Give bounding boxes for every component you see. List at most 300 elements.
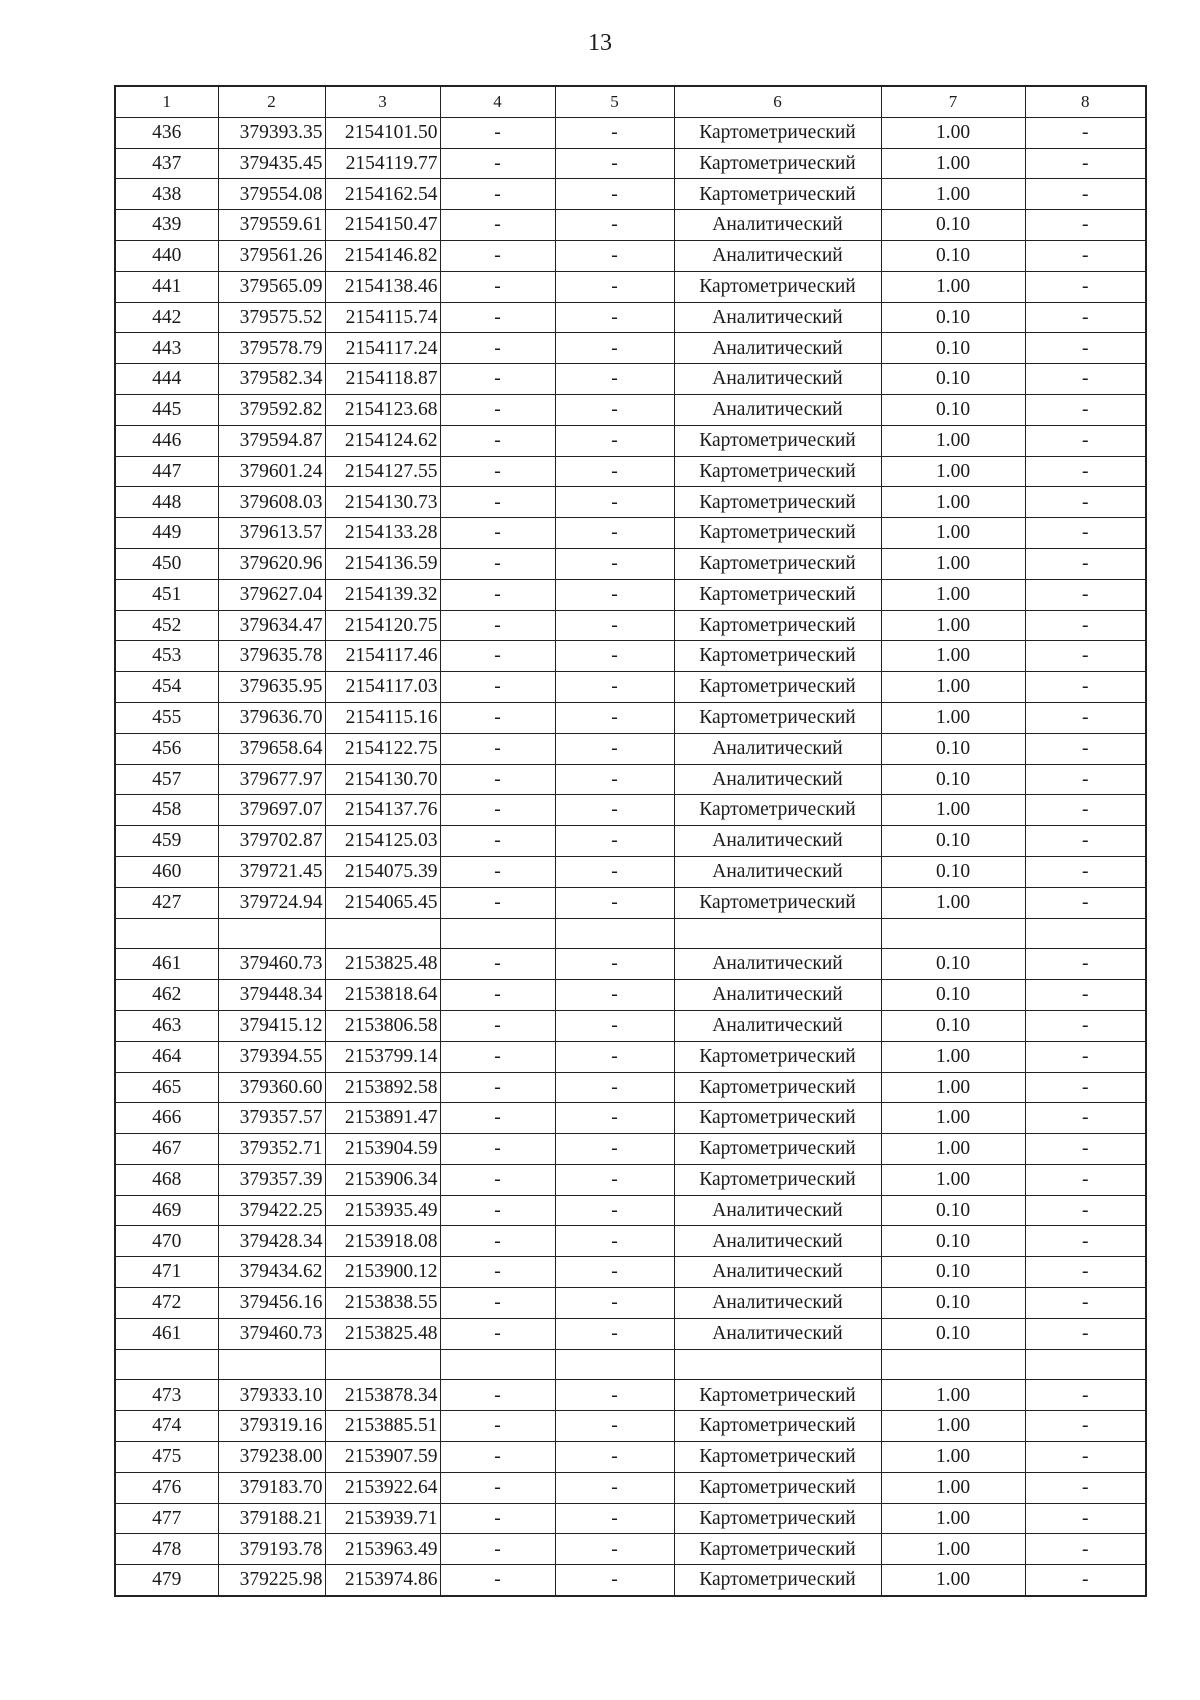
col4-cell: - xyxy=(440,949,555,980)
accuracy-cell: 1.00 xyxy=(881,672,1025,703)
x-coordinate-cell: 379193.78 xyxy=(218,1534,325,1565)
accuracy-cell: 1.00 xyxy=(881,548,1025,579)
table-row xyxy=(115,1411,1146,1442)
table-row xyxy=(115,240,1146,271)
accuracy-cell: 0.10 xyxy=(881,394,1025,425)
col8-cell: - xyxy=(1025,795,1146,826)
x-coordinate-cell: 379352.71 xyxy=(218,1134,325,1165)
table-row xyxy=(115,1103,1146,1134)
table-row xyxy=(115,302,1146,333)
accuracy-cell: 1.00 xyxy=(881,487,1025,518)
point-number-cell: 466 xyxy=(115,1103,218,1134)
accuracy-cell: 1.00 xyxy=(881,702,1025,733)
accuracy-cell: 0.10 xyxy=(881,949,1025,980)
y-coordinate-cell: 2154065.45 xyxy=(325,887,440,918)
method-cell: Аналитический xyxy=(674,1195,881,1226)
col5-cell: - xyxy=(555,856,674,887)
accuracy-cell: 1.00 xyxy=(881,1442,1025,1473)
y-coordinate-cell: 2153906.34 xyxy=(325,1164,440,1195)
col8-cell: - xyxy=(1025,333,1146,364)
col4-cell: - xyxy=(440,1380,555,1411)
table-row xyxy=(115,425,1146,456)
table-row xyxy=(115,1442,1146,1473)
col4-cell: - xyxy=(440,1195,555,1226)
y-coordinate-cell: 2154125.03 xyxy=(325,826,440,857)
point-number-cell: 479 xyxy=(115,1565,218,1596)
x-coordinate-cell: 379635.95 xyxy=(218,672,325,703)
method-cell: Аналитический xyxy=(674,733,881,764)
accuracy-cell: 1.00 xyxy=(881,887,1025,918)
col5-cell: - xyxy=(555,1411,674,1442)
y-coordinate-cell: 2154124.62 xyxy=(325,425,440,456)
method-cell: Картометрический xyxy=(674,579,881,610)
accuracy-cell: 0.10 xyxy=(881,856,1025,887)
page-number: 13 xyxy=(588,30,612,56)
col8-cell: - xyxy=(1025,1442,1146,1473)
table-row xyxy=(115,1472,1146,1503)
col8-cell: - xyxy=(1025,1041,1146,1072)
method-cell: Картометрический xyxy=(674,1380,881,1411)
header-cell: 3 xyxy=(325,86,440,117)
table-row xyxy=(115,672,1146,703)
accuracy-cell: 0.10 xyxy=(881,764,1025,795)
point-number-cell: 475 xyxy=(115,1442,218,1473)
table-row xyxy=(115,887,1146,918)
y-coordinate-cell: 2153918.08 xyxy=(325,1226,440,1257)
method-cell: Аналитический xyxy=(674,764,881,795)
col8-cell: - xyxy=(1025,1195,1146,1226)
col4-cell: - xyxy=(440,856,555,887)
x-coordinate-cell: 379702.87 xyxy=(218,826,325,857)
y-coordinate-cell: 2154119.77 xyxy=(325,148,440,179)
method-cell: Картометрический xyxy=(674,1164,881,1195)
table-row xyxy=(115,1164,1146,1195)
x-coordinate-cell: 379357.57 xyxy=(218,1103,325,1134)
coordinates-table-container xyxy=(114,85,1145,1597)
table-row xyxy=(115,826,1146,857)
col8-cell: - xyxy=(1025,1318,1146,1349)
table-row xyxy=(115,333,1146,364)
col4-cell: - xyxy=(440,117,555,148)
col8-cell: - xyxy=(1025,1534,1146,1565)
col8-cell: - xyxy=(1025,1164,1146,1195)
method-cell: Аналитический xyxy=(674,394,881,425)
y-coordinate-cell: 2153825.48 xyxy=(325,949,440,980)
col4-cell: - xyxy=(440,887,555,918)
accuracy-cell: 1.00 xyxy=(881,179,1025,210)
col8-cell xyxy=(1025,1349,1146,1380)
point-number-cell: 444 xyxy=(115,364,218,395)
table-body xyxy=(115,117,1146,1596)
table-row xyxy=(115,1041,1146,1072)
accuracy-cell: 1.00 xyxy=(881,518,1025,549)
col4-cell: - xyxy=(440,364,555,395)
accuracy-cell: 1.00 xyxy=(881,1380,1025,1411)
col4-cell: - xyxy=(440,1010,555,1041)
y-coordinate-cell: 2153838.55 xyxy=(325,1288,440,1319)
y-coordinate-cell: 2154117.24 xyxy=(325,333,440,364)
accuracy-cell: 1.00 xyxy=(881,1072,1025,1103)
x-coordinate-cell: 379319.16 xyxy=(218,1411,325,1442)
y-coordinate-cell: 2154117.03 xyxy=(325,672,440,703)
col4-cell: - xyxy=(440,1134,555,1165)
x-coordinate-cell: 379582.34 xyxy=(218,364,325,395)
point-number-cell: 460 xyxy=(115,856,218,887)
x-coordinate-cell: 379594.87 xyxy=(218,425,325,456)
y-coordinate-cell: 2154075.39 xyxy=(325,856,440,887)
col5-cell: - xyxy=(555,518,674,549)
y-coordinate-cell: 2154133.28 xyxy=(325,518,440,549)
col5-cell: - xyxy=(555,641,674,672)
col5-cell: - xyxy=(555,1072,674,1103)
table-row xyxy=(115,949,1146,980)
y-coordinate-cell xyxy=(325,1349,440,1380)
col8-cell: - xyxy=(1025,487,1146,518)
point-number-cell: 467 xyxy=(115,1134,218,1165)
y-coordinate-cell: 2154122.75 xyxy=(325,733,440,764)
col4-cell: - xyxy=(440,456,555,487)
x-coordinate-cell: 379188.21 xyxy=(218,1503,325,1534)
x-coordinate-cell: 379422.25 xyxy=(218,1195,325,1226)
point-number-cell xyxy=(115,1349,218,1380)
col4-cell: - xyxy=(440,610,555,641)
col8-cell: - xyxy=(1025,1226,1146,1257)
col4-cell: - xyxy=(440,1472,555,1503)
point-number-cell: 471 xyxy=(115,1257,218,1288)
y-coordinate-cell: 2154118.87 xyxy=(325,364,440,395)
x-coordinate-cell: 379578.79 xyxy=(218,333,325,364)
table-row xyxy=(115,1565,1146,1596)
accuracy-cell: 0.10 xyxy=(881,302,1025,333)
col4-cell: - xyxy=(440,1041,555,1072)
header-cell: 7 xyxy=(881,86,1025,117)
col4-cell: - xyxy=(440,579,555,610)
col5-cell: - xyxy=(555,1565,674,1596)
accuracy-cell: 1.00 xyxy=(881,1041,1025,1072)
table-row xyxy=(115,1134,1146,1165)
col8-cell: - xyxy=(1025,1072,1146,1103)
col4-cell: - xyxy=(440,1257,555,1288)
col5-cell: - xyxy=(555,1164,674,1195)
y-coordinate-cell: 2154115.74 xyxy=(325,302,440,333)
table-row xyxy=(115,579,1146,610)
table-row xyxy=(115,548,1146,579)
method-cell: Картометрический xyxy=(674,795,881,826)
col5-cell: - xyxy=(555,702,674,733)
x-coordinate-cell: 379635.78 xyxy=(218,641,325,672)
table-row xyxy=(115,271,1146,302)
method-cell: Аналитический xyxy=(674,1318,881,1349)
col4-cell: - xyxy=(440,1226,555,1257)
col4-cell: - xyxy=(440,1411,555,1442)
method-cell: Аналитический xyxy=(674,302,881,333)
col5-cell: - xyxy=(555,1103,674,1134)
point-number-cell: 474 xyxy=(115,1411,218,1442)
x-coordinate-cell: 379415.12 xyxy=(218,1010,325,1041)
col5-cell: - xyxy=(555,456,674,487)
x-coordinate-cell: 379238.00 xyxy=(218,1442,325,1473)
x-coordinate-cell: 379627.04 xyxy=(218,579,325,610)
x-coordinate-cell: 379460.73 xyxy=(218,1318,325,1349)
x-coordinate-cell: 379456.16 xyxy=(218,1288,325,1319)
method-cell: Картометрический xyxy=(674,1534,881,1565)
col8-cell: - xyxy=(1025,117,1146,148)
col5-cell: - xyxy=(555,887,674,918)
col4-cell xyxy=(440,918,555,949)
point-number-cell: 477 xyxy=(115,1503,218,1534)
table-row xyxy=(115,210,1146,241)
x-coordinate-cell: 379554.08 xyxy=(218,179,325,210)
col4-cell: - xyxy=(440,302,555,333)
table-row xyxy=(115,518,1146,549)
accuracy-cell: 1.00 xyxy=(881,456,1025,487)
accuracy-cell xyxy=(881,918,1025,949)
table-row xyxy=(115,1380,1146,1411)
method-cell: Аналитический xyxy=(674,856,881,887)
accuracy-cell: 1.00 xyxy=(881,1411,1025,1442)
table-row xyxy=(115,1195,1146,1226)
point-number-cell: 473 xyxy=(115,1380,218,1411)
point-number-cell: 468 xyxy=(115,1164,218,1195)
y-coordinate-cell: 2154138.46 xyxy=(325,271,440,302)
method-cell: Картометрический xyxy=(674,672,881,703)
method-cell: Картометрический xyxy=(674,487,881,518)
method-cell: Аналитический xyxy=(674,1226,881,1257)
point-number-cell: 449 xyxy=(115,518,218,549)
col4-cell: - xyxy=(440,1565,555,1596)
x-coordinate-cell: 379677.97 xyxy=(218,764,325,795)
col5-cell: - xyxy=(555,795,674,826)
y-coordinate-cell: 2153974.86 xyxy=(325,1565,440,1596)
col8-cell: - xyxy=(1025,394,1146,425)
x-coordinate-cell xyxy=(218,918,325,949)
method-cell xyxy=(674,918,881,949)
point-number-cell: 445 xyxy=(115,394,218,425)
header-cell: 4 xyxy=(440,86,555,117)
col4-cell: - xyxy=(440,795,555,826)
table-row xyxy=(115,1288,1146,1319)
point-number-cell: 447 xyxy=(115,456,218,487)
point-number-cell: 438 xyxy=(115,179,218,210)
x-coordinate-cell: 379357.39 xyxy=(218,1164,325,1195)
x-coordinate-cell: 379658.64 xyxy=(218,733,325,764)
point-number-cell: 462 xyxy=(115,980,218,1011)
method-cell: Картометрический xyxy=(674,610,881,641)
x-coordinate-cell: 379460.73 xyxy=(218,949,325,980)
col8-cell: - xyxy=(1025,240,1146,271)
col4-cell: - xyxy=(440,1534,555,1565)
x-coordinate-cell: 379636.70 xyxy=(218,702,325,733)
method-cell: Картометрический xyxy=(674,148,881,179)
x-coordinate-cell: 379559.61 xyxy=(218,210,325,241)
table-row xyxy=(115,179,1146,210)
method-cell: Аналитический xyxy=(674,1010,881,1041)
x-coordinate-cell: 379225.98 xyxy=(218,1565,325,1596)
y-coordinate-cell: 2154162.54 xyxy=(325,179,440,210)
x-coordinate-cell: 379601.24 xyxy=(218,456,325,487)
col5-cell: - xyxy=(555,1503,674,1534)
accuracy-cell: 1.00 xyxy=(881,1164,1025,1195)
x-coordinate-cell: 379608.03 xyxy=(218,487,325,518)
x-coordinate-cell: 379592.82 xyxy=(218,394,325,425)
method-cell: Картометрический xyxy=(674,1134,881,1165)
col4-cell: - xyxy=(440,240,555,271)
col5-cell: - xyxy=(555,240,674,271)
point-number-cell: 470 xyxy=(115,1226,218,1257)
col4-cell: - xyxy=(440,1288,555,1319)
col8-cell: - xyxy=(1025,1288,1146,1319)
y-coordinate-cell: 2154123.68 xyxy=(325,394,440,425)
accuracy-cell: 1.00 xyxy=(881,641,1025,672)
col5-cell: - xyxy=(555,179,674,210)
accuracy-cell: 0.10 xyxy=(881,364,1025,395)
col4-cell xyxy=(440,1349,555,1380)
point-number-cell: 461 xyxy=(115,1318,218,1349)
method-cell: Картометрический xyxy=(674,1472,881,1503)
method-cell: Картометрический xyxy=(674,1041,881,1072)
method-cell: Картометрический xyxy=(674,271,881,302)
y-coordinate-cell: 2154117.46 xyxy=(325,641,440,672)
y-coordinate-cell: 2154137.76 xyxy=(325,795,440,826)
accuracy-cell: 0.10 xyxy=(881,1195,1025,1226)
col8-cell: - xyxy=(1025,764,1146,795)
method-cell: Картометрический xyxy=(674,548,881,579)
point-number-cell: 461 xyxy=(115,949,218,980)
y-coordinate-cell: 2153963.49 xyxy=(325,1534,440,1565)
y-coordinate-cell: 2154120.75 xyxy=(325,610,440,641)
col8-cell: - xyxy=(1025,548,1146,579)
col8-cell: - xyxy=(1025,210,1146,241)
header-cell: 1 xyxy=(115,86,218,117)
col4-cell: - xyxy=(440,179,555,210)
point-number-cell: 478 xyxy=(115,1534,218,1565)
accuracy-cell: 1.00 xyxy=(881,1565,1025,1596)
x-coordinate-cell: 379183.70 xyxy=(218,1472,325,1503)
header-cell: 8 xyxy=(1025,86,1146,117)
accuracy-cell: 1.00 xyxy=(881,117,1025,148)
col5-cell xyxy=(555,918,674,949)
point-number-cell: 469 xyxy=(115,1195,218,1226)
col8-cell: - xyxy=(1025,1103,1146,1134)
x-coordinate-cell: 379613.57 xyxy=(218,518,325,549)
col8-cell: - xyxy=(1025,302,1146,333)
col8-cell: - xyxy=(1025,364,1146,395)
x-coordinate-cell: 379634.47 xyxy=(218,610,325,641)
method-cell: Аналитический xyxy=(674,364,881,395)
accuracy-cell: 0.10 xyxy=(881,1010,1025,1041)
accuracy-cell: 1.00 xyxy=(881,148,1025,179)
table-row xyxy=(115,456,1146,487)
x-coordinate-cell: 379394.55 xyxy=(218,1041,325,1072)
y-coordinate-cell: 2154130.70 xyxy=(325,764,440,795)
y-coordinate-cell: 2154139.32 xyxy=(325,579,440,610)
col8-cell: - xyxy=(1025,179,1146,210)
y-coordinate-cell: 2153907.59 xyxy=(325,1442,440,1473)
x-coordinate-cell: 379620.96 xyxy=(218,548,325,579)
col5-cell: - xyxy=(555,1472,674,1503)
x-coordinate-cell: 379448.34 xyxy=(218,980,325,1011)
y-coordinate-cell: 2153878.34 xyxy=(325,1380,440,1411)
method-cell: Аналитический xyxy=(674,333,881,364)
accuracy-cell: 0.10 xyxy=(881,980,1025,1011)
col5-cell: - xyxy=(555,1257,674,1288)
point-number-cell: 448 xyxy=(115,487,218,518)
col5-cell: - xyxy=(555,1010,674,1041)
accuracy-cell: 1.00 xyxy=(881,1503,1025,1534)
col5-cell: - xyxy=(555,1041,674,1072)
point-number-cell: 465 xyxy=(115,1072,218,1103)
table-row xyxy=(115,1257,1146,1288)
col8-cell: - xyxy=(1025,949,1146,980)
col8-cell: - xyxy=(1025,1411,1146,1442)
y-coordinate-cell: 2154115.16 xyxy=(325,702,440,733)
table-row xyxy=(115,856,1146,887)
point-number-cell xyxy=(115,918,218,949)
table-row xyxy=(115,148,1146,179)
y-coordinate-cell: 2153825.48 xyxy=(325,1318,440,1349)
accuracy-cell: 1.00 xyxy=(881,610,1025,641)
col4-cell: - xyxy=(440,271,555,302)
method-cell: Аналитический xyxy=(674,949,881,980)
y-coordinate-cell: 2153922.64 xyxy=(325,1472,440,1503)
x-coordinate-cell: 379435.45 xyxy=(218,148,325,179)
table-row xyxy=(115,1226,1146,1257)
col4-cell: - xyxy=(440,826,555,857)
point-number-cell: 439 xyxy=(115,210,218,241)
accuracy-cell: 1.00 xyxy=(881,425,1025,456)
col8-cell: - xyxy=(1025,425,1146,456)
col4-cell: - xyxy=(440,733,555,764)
method-cell: Картометрический xyxy=(674,518,881,549)
point-number-cell: 476 xyxy=(115,1472,218,1503)
header-row xyxy=(115,86,1146,117)
col5-cell: - xyxy=(555,1442,674,1473)
col8-cell: - xyxy=(1025,518,1146,549)
method-cell xyxy=(674,1349,881,1380)
separator-row xyxy=(115,918,1146,949)
method-cell: Картометрический xyxy=(674,117,881,148)
col4-cell: - xyxy=(440,518,555,549)
col8-cell: - xyxy=(1025,702,1146,733)
table-row xyxy=(115,764,1146,795)
table-row xyxy=(115,733,1146,764)
col8-cell: - xyxy=(1025,1134,1146,1165)
y-coordinate-cell: 2154127.55 xyxy=(325,456,440,487)
accuracy-cell: 0.10 xyxy=(881,1288,1025,1319)
method-cell: Аналитический xyxy=(674,1288,881,1319)
point-number-cell: 440 xyxy=(115,240,218,271)
point-number-cell: 454 xyxy=(115,672,218,703)
x-coordinate-cell xyxy=(218,1349,325,1380)
col8-cell: - xyxy=(1025,980,1146,1011)
col5-cell: - xyxy=(555,1318,674,1349)
point-number-cell: 459 xyxy=(115,826,218,857)
x-coordinate-cell: 379721.45 xyxy=(218,856,325,887)
col4-cell: - xyxy=(440,394,555,425)
accuracy-cell: 1.00 xyxy=(881,1134,1025,1165)
method-cell: Картометрический xyxy=(674,456,881,487)
col8-cell: - xyxy=(1025,271,1146,302)
table-row xyxy=(115,1503,1146,1534)
table-row xyxy=(115,394,1146,425)
y-coordinate-cell: 2153900.12 xyxy=(325,1257,440,1288)
point-number-cell: 437 xyxy=(115,148,218,179)
col8-cell: - xyxy=(1025,1472,1146,1503)
method-cell: Аналитический xyxy=(674,980,881,1011)
point-number-cell: 443 xyxy=(115,333,218,364)
coordinates-table xyxy=(114,85,1147,1597)
col8-cell: - xyxy=(1025,641,1146,672)
